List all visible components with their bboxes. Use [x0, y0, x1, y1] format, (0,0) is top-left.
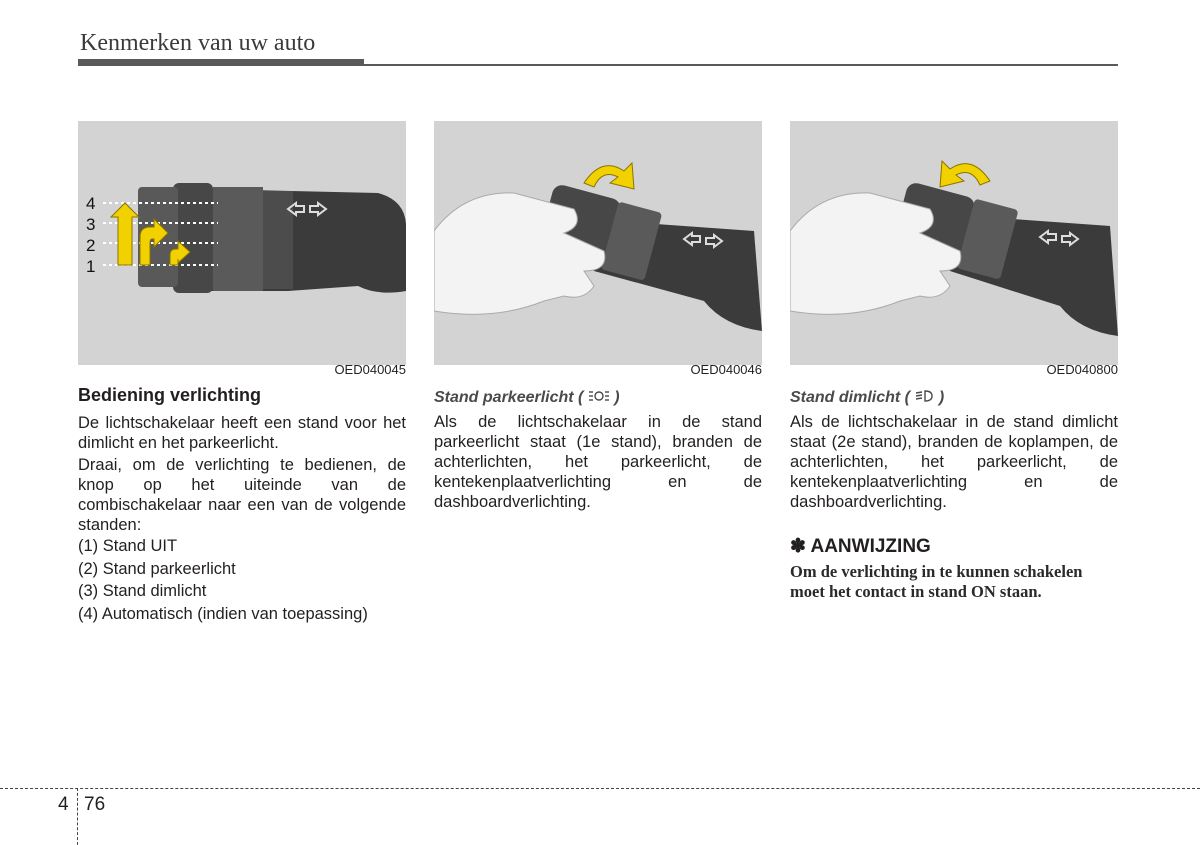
paragraph: De lichtschakelaar heeft een stand voor het dimlicht en het parkeerlicht. — [78, 414, 406, 452]
chapter-number: 4 — [58, 794, 69, 815]
header-rule — [364, 64, 1118, 66]
figure-code: OED040045 — [334, 362, 406, 377]
paragraph: Als de lichtschakelaar in de stand dimlicht staat (2e stand), branden de koplampen, de achterlichten, het parkeerlicht, de kentekenplaatverlichting en de dashboardverlichting. — [790, 413, 1118, 511]
low-beam-icon — [914, 389, 934, 403]
list-item: (4) Automatisch (indien van toepassing) — [78, 604, 368, 623]
paragraph: Draai, om de verlichting te bedienen, de knop op het uiteinde van de combischakelaar naar een van de volgende standen: — [78, 456, 406, 534]
section-subtitle: Stand dimlicht ( ) — [790, 389, 945, 406]
list-item: (3) Stand dimlicht — [78, 582, 207, 600]
section-subtitle: Stand parkeerlicht ( ) — [434, 389, 620, 406]
page-number: 76 — [84, 794, 106, 815]
header-bar — [78, 59, 364, 66]
footer-rule — [0, 788, 1200, 789]
figure-code: OED040046 — [690, 362, 762, 377]
figure-code: OED040800 — [1046, 362, 1118, 377]
note-text: Om de verlichting in te kunnen schakelen moet het contact in stand ON staan. — [790, 562, 1083, 601]
note-heading: ✽ AANWIJZING — [790, 536, 931, 557]
figure-low-beam-hand — [790, 121, 1118, 365]
position-label-2: 2 — [86, 236, 96, 255]
figure-parking-light-hand — [434, 121, 762, 365]
figure-light-switch-positions — [78, 121, 406, 365]
parking-light-icon — [588, 389, 610, 403]
position-label-1: 1 — [86, 257, 96, 276]
position-label-3: 3 — [86, 215, 96, 234]
position-label-4: 4 — [86, 194, 96, 213]
page-header-title: Kenmerken van uw auto — [80, 30, 316, 56]
paragraph: Als de lichtschakelaar in de stand parkeerlicht staat (1e stand), branden de achterlichten, het parkeerlicht, de kentekenplaatverlichting en de dashboardverlichting. — [434, 413, 762, 511]
position-list — [78, 535, 408, 625]
footer-divider — [77, 788, 78, 845]
section-title: Bediening verlichting — [78, 385, 262, 405]
list-item: (2) Stand parkeerlicht — [78, 559, 236, 578]
list-item: (1) Stand UIT — [78, 537, 178, 555]
